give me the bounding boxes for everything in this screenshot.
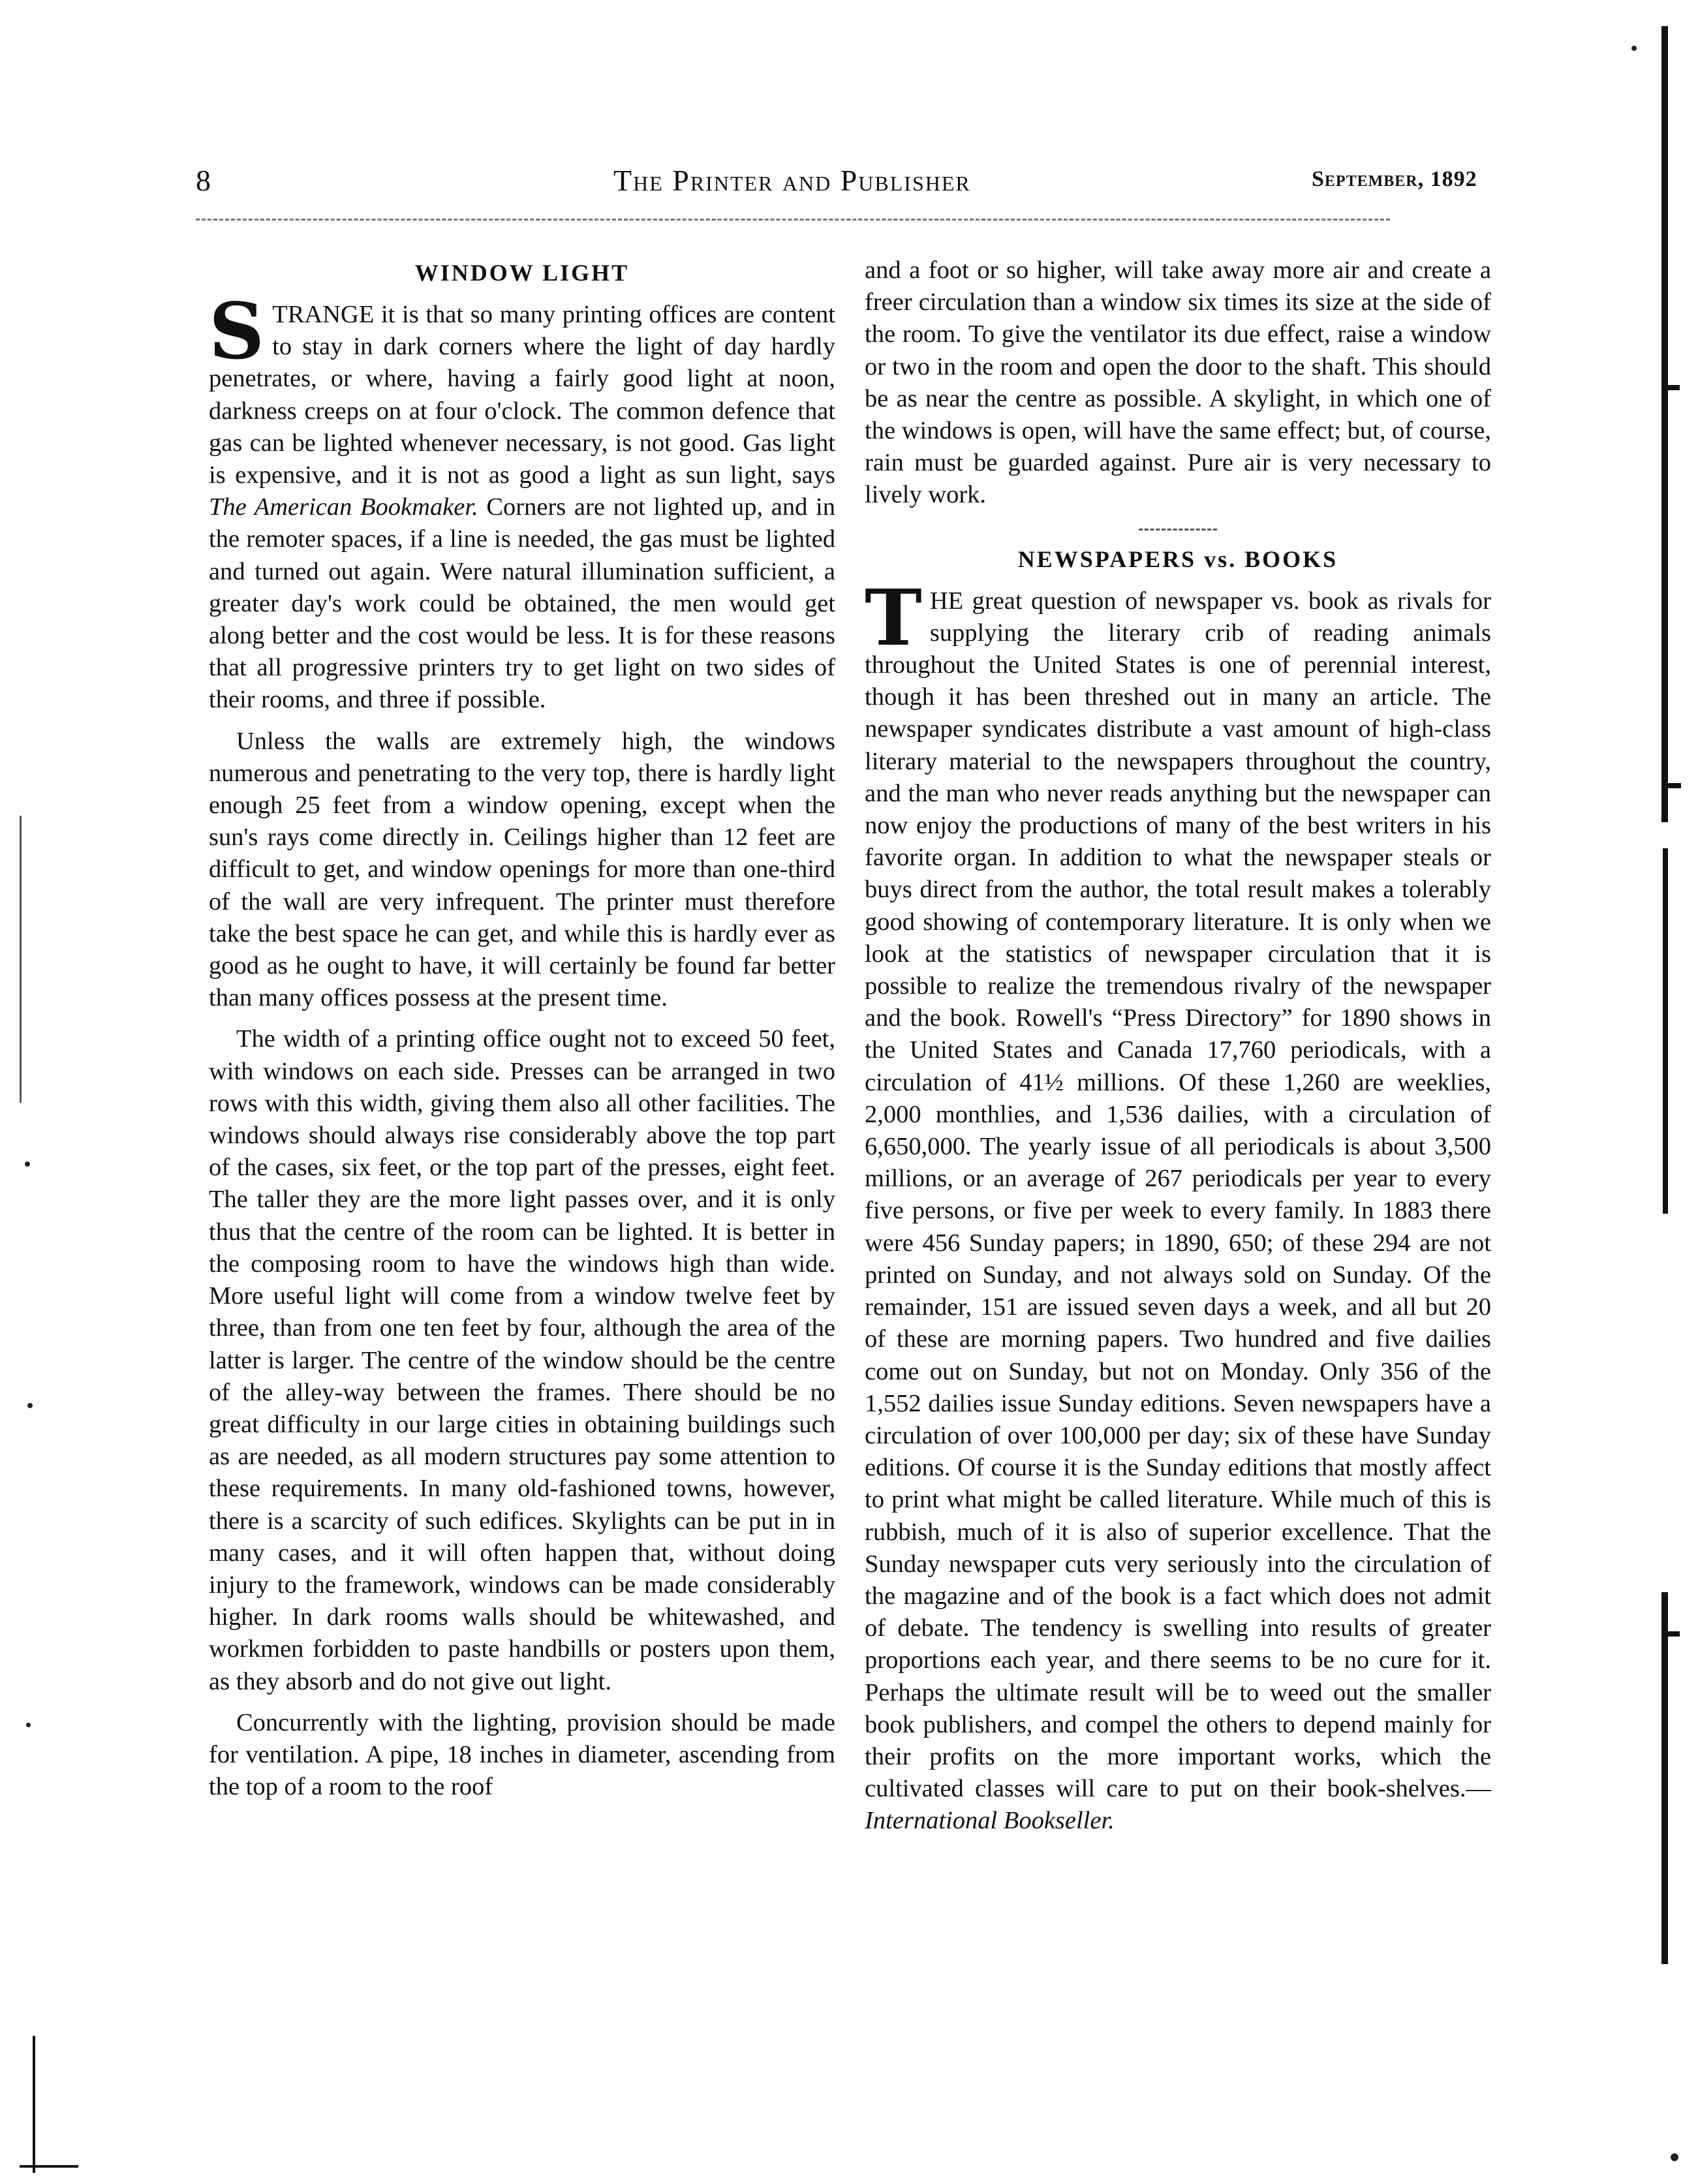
scan-speck <box>1631 46 1637 51</box>
issue-date: September, 1892 <box>1312 167 1477 191</box>
publication-title: The Printer and Publisher <box>613 164 971 197</box>
paragraph: Concurrently with the lighting, provision should be made for ventilation. A pipe, 18 inches in diameter, ascending from the top of a room to the roof <box>209 1708 835 1801</box>
scan-edge-tick <box>1668 385 1680 390</box>
paragraph-text: HE great question of newspaper vs. book as rivals for supplying the literary crib of reading animals throughout the United States is one of perennial interest, though it has been threshed out in many an article. The newspaper syndicates distribute a vast amount of high-class literary material to the newspapers throughout the country, and the man who never reads anything but the newspaper can now enjoy the productions of many of the best writers in his favorite organ. In addition to what the newspaper steals or buys direct from the author, the total result makes a tolerably good showing of contemporary literature. It is only when we look at the statistics of newspaper circulation that it is possible to realize the tremendous rivalry of the newspaper and the book. Rowell's “Press Directory” for 1890 shows in the United States and Canada 17,760 periodicals, with a circulation of 41½ millions. Of these 1,260 are weeklies, 2,000 monthlies, and 1,536 dailies, with a circulation of 6,650,000. The yearly issue of all periodicals is about 3,500 millions, or an average of 267 periodicals per year to every five persons, or five per week to every family. In 1883 there were 456 Sunday papers; in 1890, 650; of these 294 are not printed on Sunday, and not always sold on Sunday. Of the remainder, 151 are issued seven days a week, and all but 20 of these are morning papers. Two hundred and five dailies come out on Sunday, but not on Monday. Only 356 of the 1,552 dailies issue Sunday editions. Seven newspapers have a circulation of over 100,000 per day; six of these have Sunday editions. Of course it is the Sunday editions that mostly affect to print what might be called literature. While much of this is rubbish, much of it is also of superior excellence. That the Sunday newspaper cuts very seriously into the circulation of the magazine and of the book is a fact which does not admit of debate. The tendency is swelling into results of greater proportions each year, and there seems to be no cure for it. Perhaps the ultimate result will be to weed out the smaller book publishers, and compel the others to depend mainly for their profits on the more important works, which the cultivated classes will care to put on their book-shelves.— <box>865 587 1491 1803</box>
scan-edge-line <box>1663 848 1668 1214</box>
drop-cap: S <box>209 286 265 377</box>
right-column <box>865 254 1491 1838</box>
scan-speck <box>27 1403 33 1408</box>
article-heading-newspapers-vs-books: NEWSPAPERS vs. BOOKS <box>1017 546 1338 572</box>
article-heading-window-light: WINDOW LIGHT <box>414 260 630 286</box>
scan-speck <box>1671 2153 1678 2161</box>
source-citation: The American Bookmaker. <box>209 493 478 521</box>
scan-edge-line <box>1661 26 1668 822</box>
scan-speck <box>25 1161 30 1167</box>
paragraph: Unless the walls are extremely high, the windows numerous and penetrating to the very top, there is hardly light enough 25 feet from a window opening, except when the sun's rays come directly in. Ceilings higher than 12 feet are difficult to get, and window openings for more than one-third of the wall are very infrequent. The printer must therefore take the best space he can get, and while this is hardly ever as good as he ought to have, it will certainly be found far better than many offices possess at the present time. <box>209 727 835 1012</box>
paragraph-continued: and a foot or so higher, will take away more air and create a freer circulation than a window six times its size at the side of the room. To give the ventilator its due effect, raise a window or two in the room and open the door to the shaft. This should be as near the centre as possible. A skylight, in which one of the windows is open, will have the same effect; but, of course, rain must be guarded against. Pure air is very necessary to lively work. <box>865 256 1491 509</box>
paragraph-text: TRANGE it is that so many printing offices are content to stay in dark corners where the light of day hardly penetrates, or where, having a fairly good light at noon, darkness creeps on at four o'clock. The common defence that gas can be lighted whenever necessary, is not good. Gas light is expensive, and it is not as good a light as sun light, says <box>209 301 835 489</box>
scan-edge-line <box>20 816 22 1103</box>
section-divider <box>1139 529 1217 531</box>
paragraph-text: Corners are not lighted up, and in the remoter spaces, if a line is needed, the gas must be lighted and turned out again. Were natural illumination sufficient, a greater day's work could be obtained, the men would get along better and the cost would be less. It is for these reasons that all progressive printers try to get light on two sides of their rooms, and three if possible. <box>209 493 835 714</box>
scan-edge-tick <box>1668 783 1681 788</box>
scan-edge-line <box>1661 1592 1668 1964</box>
scan-edge-line <box>33 2036 35 2173</box>
page-number: 8 <box>196 164 211 197</box>
paragraph <box>865 572 1491 1838</box>
scan-speck <box>26 1723 31 1727</box>
scan-edge-line <box>20 2165 78 2168</box>
drop-cap: T <box>865 572 922 663</box>
source-citation: International Bookseller. <box>865 1807 1115 1835</box>
paragraph: The width of a printing office ought not to exceed 50 feet, with windows on each side. Presses can be arranged in two rows with this width, giving them also all other facilities. The windows should always rise considerably above the top part of the cases, six feet, or the top part of the presses, eight feet. The taller they are the more light passes over, and it is only thus that the centre of the room can be lighted. It is better in the composing room to have the windows high than wide. More useful light will come from a window twelve feet by three, than from one ten feet by four, although the area of the latter is larger. The centre of the window should be the centre of the alley-way between the frames. There should be no great difficulty in our large cities in obtaining buildings such as are needed, as all modern structures pay some attention to these requirements. In many old-fashioned towns, however, there is a scarcity of such edifices. Skylights can be put in in many cases, and it will often happen that, without doing injury to the framework, windows can be made considerably higher. In dark rooms walls should be whitewashed, and workmen forbidden to paste handbills or posters upon them, as they absorb and do not give out light. <box>209 1025 835 1695</box>
header-rule <box>196 219 1390 221</box>
paragraph <box>209 286 835 716</box>
scan-edge-tick <box>1668 1631 1680 1637</box>
left-column <box>209 254 835 1803</box>
